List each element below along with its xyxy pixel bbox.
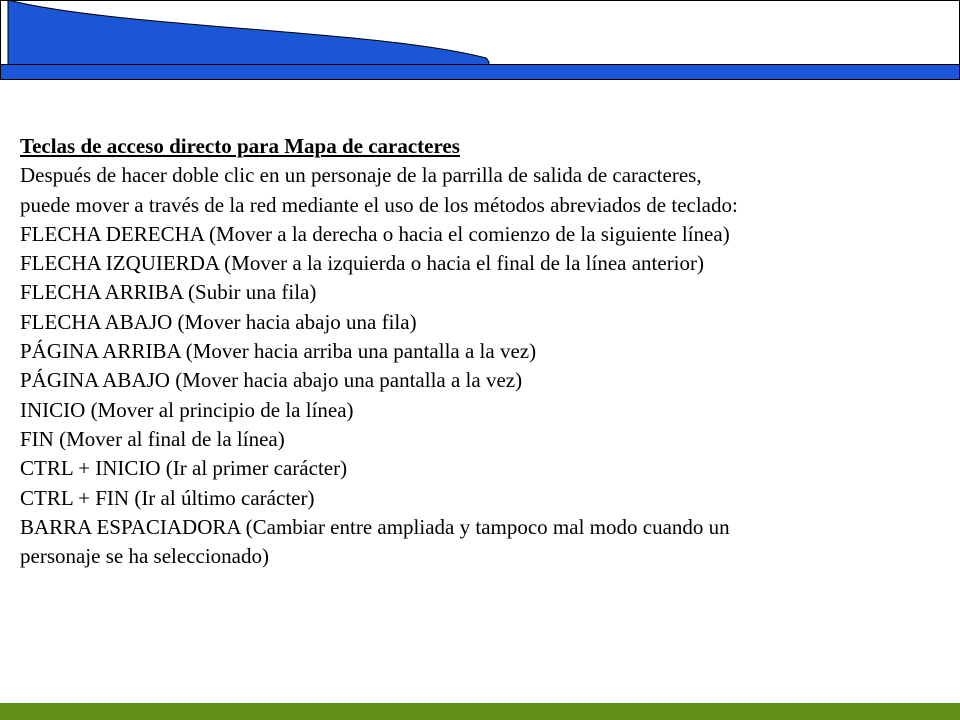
shortcut-line: FIN (Mover al final de la línea) — [20, 426, 285, 451]
shortcut-line: FLECHA ARRIBA (Subir una fila) — [20, 280, 317, 305]
header-decoration — [0, 0, 960, 82]
header-blue-band — [1, 65, 960, 80]
shortcut-line: CTRL + INICIO (Ir al primer carácter) — [20, 456, 348, 481]
shortcut-line: CTRL + FIN (Ir al último carácter) — [20, 485, 315, 510]
document-body — [20, 132, 950, 571]
shortcut-line: BARRA ESPACIADORA (Cambiar entre ampliada y tampoco mal modo cuando un — [20, 514, 730, 539]
shortcut-line: FLECHA IZQUIERDA (Mover a la izquierda o hacia el final de la línea anterior) — [20, 251, 705, 276]
shortcut-line: FLECHA DERECHA (Mover a la derecha o hacia el comienzo de la siguiente línea) — [20, 221, 730, 246]
intro-line: Después de hacer doble clic en un personaje de la parrilla de salida de caracteres, — [20, 163, 702, 188]
shortcut-line: INICIO (Mover al principio de la línea) — [20, 397, 354, 422]
intro-line: puede mover a través de la red mediante el uso de los métodos abreviados de teclado: — [20, 192, 738, 217]
document-heading: Teclas de acceso directo para Mapa de caracteres — [20, 134, 460, 158]
shortcut-line: PÁGINA ABAJO (Mover hacia abajo una pantalla a la vez) — [20, 368, 523, 393]
shortcut-line: PÁGINA ARRIBA (Mover hacia arriba una pantalla a la vez) — [20, 339, 537, 364]
shortcut-line: FLECHA ABAJO (Mover hacia abajo una fila) — [20, 309, 417, 334]
footer-green-bar — [0, 703, 960, 720]
shortcut-line-continuation: personaje se ha seleccionado) — [20, 544, 269, 569]
